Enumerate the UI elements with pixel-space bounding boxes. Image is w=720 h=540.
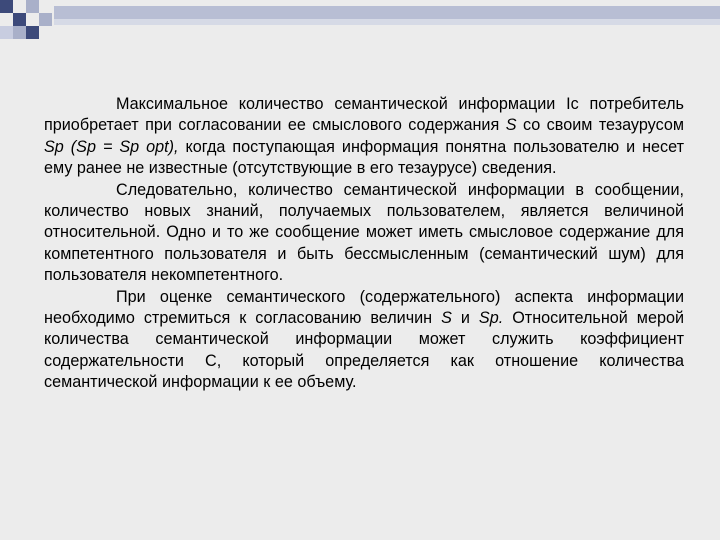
text-run: когда поступающая информация понятна пользователю и несет ему ранее не известные (отсутствующие в его тезаурусе) сведения. xyxy=(44,137,685,178)
decor-square-dark xyxy=(13,13,26,26)
slide-body-text xyxy=(44,94,684,394)
text-run: При оценке семантического (содержательного) аспекта информации необходимо стремиться к согласованию величин xyxy=(44,287,684,328)
decor-squares xyxy=(0,0,52,39)
paragraph-1 xyxy=(44,94,684,180)
decor-stripe xyxy=(54,19,720,25)
text-run: Следовательно, количество семантической информации в сообщении, количество новых знаний, получаемых пользователем, является величиной относительной. Одно и то же сообщение может иметь смысловое содержание для компетентного пользователя и быть бессмысленным (семантический шум) для пользователя некомпетентного. xyxy=(44,180,684,285)
decor-square-light xyxy=(13,26,26,39)
text-run: со своим тезаурусом xyxy=(516,116,684,135)
text-run: Относительной мерой количества семантической информации может служить коэффициент содержательности С, который определяется как отношение количества семантической информации к ее объему. xyxy=(44,309,684,392)
text-run: и xyxy=(451,309,479,328)
decor-square-dark xyxy=(26,26,39,39)
paragraph-2 xyxy=(44,180,684,287)
text-run-italic: S xyxy=(505,116,517,135)
decor-stripe xyxy=(54,6,720,19)
text-run-italic: S xyxy=(441,309,452,328)
text-run-italic: Sp. xyxy=(478,309,504,328)
corner-decoration xyxy=(0,0,720,48)
text-run-italic: Sp (Sp = Sp opt), xyxy=(44,137,179,156)
decor-square-light xyxy=(0,26,13,39)
decor-stripes xyxy=(54,6,720,25)
decor-square-dark xyxy=(0,0,13,13)
decor-square-light xyxy=(26,0,39,13)
text-run: Максимальное количество семантической информации Ic потребитель приобретает при согласовании ее смыслового содержания xyxy=(44,95,684,135)
decor-square-light xyxy=(39,13,52,26)
paragraph-3 xyxy=(44,287,684,394)
